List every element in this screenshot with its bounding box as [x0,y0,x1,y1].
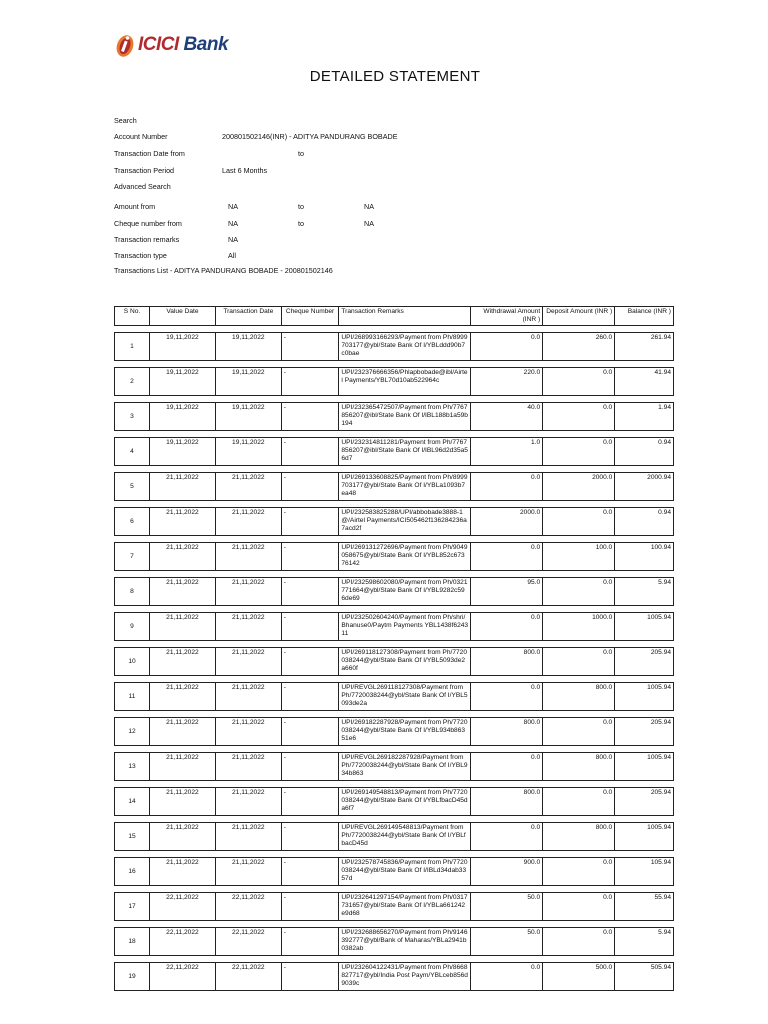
row-remarks: UPI/268993166293/Payment from Ph/8999703177@ybl/State Bank Of I/YBLddd90b7c0bae [338,332,470,361]
row-transaction-date: 21,11,2022 [215,612,281,641]
row-remarks: UPI/REVGL269182287928/Payment from Ph/7720038244@ybl/State Bank Of I/YBL934b863 [338,752,470,781]
row-deposit: 800.0 [542,682,614,711]
row-remarks: UPI/232365472507/Payment from Ph/7767856207@ibl/State Bank Of I/IBL188b1a59b194 [338,402,470,431]
row-remarks: UPI/232641297154/Payment from Ph/0317731657@ybl/State Bank Of I/YBLa661242e9d68 [338,892,470,921]
row-withdrawal: 0.0 [470,962,542,991]
row-sn: 14 [114,787,149,816]
row-withdrawal: 0.0 [470,612,542,641]
txn-type-label: Transaction type [114,251,167,260]
row-transaction-date: 21,11,2022 [215,822,281,851]
row-transaction-date: 22,11,2022 [215,962,281,991]
amount-from-label: Amount from [114,202,156,211]
row-value-date: 21,11,2022 [149,472,215,501]
row-balance: 5.94 [614,577,674,606]
row-sn: 8 [114,577,149,606]
row-transaction-date: 21,11,2022 [215,717,281,746]
row-cheque-number: - [281,332,339,361]
row-balance: 261.94 [614,332,674,361]
cheque-from-value: NA [228,219,238,228]
row-withdrawal: 800.0 [470,647,542,676]
row-balance: 1005.94 [614,822,674,851]
table-row [114,647,674,676]
table-row [114,927,674,956]
row-value-date: 21,11,2022 [149,752,215,781]
row-transaction-date: 22,11,2022 [215,927,281,956]
row-remarks: UPI/232502604240/Payment from Ph/shri/Bhanuse0/Paytm Payments YBL1438f624311 [338,612,470,641]
to-label: to [298,149,304,158]
row-deposit: 800.0 [542,752,614,781]
row-value-date: 21,11,2022 [149,542,215,571]
row-withdrawal: 50.0 [470,892,542,921]
row-transaction-date: 22,11,2022 [215,892,281,921]
row-cheque-number: - [281,577,339,606]
row-withdrawal: 220.0 [470,367,542,396]
row-cheque-number: - [281,927,339,956]
row-withdrawal: 900.0 [470,857,542,886]
row-sn: 5 [114,472,149,501]
row-cheque-number: - [281,507,339,536]
table-row [114,822,674,851]
page-title: DETAILED STATEMENT [309,68,481,85]
row-remarks: UPI/269182287928/Payment from Ph/7720038244@ybl/State Bank Of I/YBL934b86351e6 [338,717,470,746]
row-withdrawal: 0.0 [470,752,542,781]
row-withdrawal: 0.0 [470,822,542,851]
row-transaction-date: 21,11,2022 [215,857,281,886]
row-balance: 205.94 [614,717,674,746]
row-deposit: 0.0 [542,927,614,956]
row-cheque-number: - [281,717,339,746]
row-remarks: UPI/232583825288/UPI/abbobade3888-1@/Airtel Payments/ICI505462f136284236a7acd2f [338,507,470,536]
amount-from-value: NA [228,202,238,211]
icici-logo-icon [114,32,136,58]
row-transaction-date: 21,11,2022 [215,507,281,536]
table-row [114,332,674,361]
to-label: to [298,202,304,211]
row-balance: 1005.94 [614,752,674,781]
table-row [114,682,674,711]
to-label: to [298,219,304,228]
txn-period-value: Last 6 Months [222,166,268,175]
row-value-date: 21,11,2022 [149,647,215,676]
remarks-label: Transaction remarks [114,235,180,244]
row-sn: 19 [114,962,149,991]
row-value-date: 22,11,2022 [149,927,215,956]
row-withdrawal: 800.0 [470,787,542,816]
row-cheque-number: - [281,822,339,851]
row-remarks: UPI/232688656270/Payment from Ph/9146392777@ybl/Bank of Maharas/YBLa2941b0382ab [338,927,470,956]
row-withdrawal: 0.0 [470,332,542,361]
table-row [114,612,674,641]
row-deposit: 0.0 [542,892,614,921]
row-cheque-number: - [281,612,339,641]
row-balance: 2000.94 [614,472,674,501]
row-remarks: UPI/REVGL269118127308/Payment from Ph/7720038244@ybl/State Bank Of I/YBL5093de2a [338,682,470,711]
row-sn: 17 [114,892,149,921]
row-deposit: 0.0 [542,857,614,886]
table-row [114,717,674,746]
row-deposit: 1000.0 [542,612,614,641]
row-sn: 15 [114,822,149,851]
row-transaction-date: 19,11,2022 [215,402,281,431]
txn-date-from-label: Transaction Date from [114,149,185,158]
row-value-date: 19,11,2022 [149,367,215,396]
table-header-row [114,306,674,326]
transactions-list-label: Transactions List - ADITYA PANDURANG BOBADE - 200801502146 [114,266,333,275]
row-remarks: UPI/232376666356/Phlapbobade@ibl/Airtel Payments/YBL70d10ab522964c [338,367,470,396]
row-cheque-number: - [281,682,339,711]
row-value-date: 21,11,2022 [149,612,215,641]
row-cheque-number: - [281,857,339,886]
row-value-date: 21,11,2022 [149,682,215,711]
row-sn: 1 [114,332,149,361]
row-remarks: UPI/REVGL269149548813/Payment from Ph/7720038244@ybl/State Bank Of I/YBLfbacD45d [338,822,470,851]
row-withdrawal: 0.0 [470,542,542,571]
table-row [114,577,674,606]
row-deposit: 0.0 [542,717,614,746]
table-row [114,542,674,571]
row-sn: 6 [114,507,149,536]
cheque-from-label: Cheque number from [114,219,182,228]
row-value-date: 22,11,2022 [149,962,215,991]
row-cheque-number: - [281,437,339,466]
table-row [114,367,674,396]
header-remarks: Transaction Remarks [338,306,470,326]
row-balance: 1005.94 [614,682,674,711]
row-transaction-date: 19,11,2022 [215,332,281,361]
row-sn: 7 [114,542,149,571]
row-value-date: 19,11,2022 [149,402,215,431]
table-row [114,962,674,991]
header-withdrawal: Withdrawal Amount (INR ) [470,306,542,326]
row-cheque-number: - [281,892,339,921]
row-value-date: 19,11,2022 [149,332,215,361]
table-row [114,752,674,781]
row-deposit: 260.0 [542,332,614,361]
row-deposit: 0.0 [542,367,614,396]
bank-logo [114,30,228,60]
row-remarks: UPI/269149548813/Payment from Ph/7720038244@ybl/State Bank Of I/YBLfbacD45da6f7 [338,787,470,816]
row-withdrawal: 95.0 [470,577,542,606]
row-remarks: UPI/232578745836/Payment from Ph/7720038244@ybl/State Bank Of I/IBLd34dab3357d [338,857,470,886]
row-transaction-date: 19,11,2022 [215,437,281,466]
row-value-date: 22,11,2022 [149,892,215,921]
header-value-date: Value Date [149,306,215,326]
header-deposit: Deposit Amount (INR ) [542,306,614,326]
row-withdrawal: 40.0 [470,402,542,431]
row-deposit: 0.0 [542,507,614,536]
row-deposit: 0.0 [542,402,614,431]
row-balance: 1005.94 [614,612,674,641]
row-value-date: 21,11,2022 [149,822,215,851]
row-transaction-date: 21,11,2022 [215,577,281,606]
row-deposit: 800.0 [542,822,614,851]
row-withdrawal: 800.0 [470,717,542,746]
row-remarks: UPI/232598602080/Payment from Ph/0321771664@ybl/State Bank Of I/YBL9282c596de69 [338,577,470,606]
row-withdrawal: 0.0 [470,472,542,501]
row-balance: 41.94 [614,367,674,396]
row-remarks: UPI/232604122431/Payment from Ph/8668827717@ybl/India Post Paym/YBLceb856d9039c [338,962,470,991]
amount-to-value: NA [364,202,374,211]
row-value-date: 21,11,2022 [149,577,215,606]
row-deposit: 0.0 [542,437,614,466]
row-balance: 5.94 [614,927,674,956]
row-transaction-date: 21,11,2022 [215,542,281,571]
row-cheque-number: - [281,752,339,781]
remarks-value: NA [228,235,238,244]
row-sn: 9 [114,612,149,641]
row-sn: 4 [114,437,149,466]
row-transaction-date: 21,11,2022 [215,752,281,781]
txn-period-label: Transaction Period [114,166,175,175]
row-balance: 0.94 [614,437,674,466]
row-balance: 100.94 [614,542,674,571]
table-row [114,507,674,536]
row-cheque-number: - [281,472,339,501]
row-remarks: UPI/269133608825/Payment from Ph/8999703177@ybl/State Bank Of I/YBLa1093b7ea48 [338,472,470,501]
row-balance: 205.94 [614,647,674,676]
row-deposit: 0.0 [542,577,614,606]
header-transaction-date: Transaction Date [215,306,281,326]
row-deposit: 500.0 [542,962,614,991]
row-withdrawal: 1.0 [470,437,542,466]
row-value-date: 19,11,2022 [149,437,215,466]
table-row [114,857,674,886]
row-transaction-date: 21,11,2022 [215,647,281,676]
row-value-date: 21,11,2022 [149,857,215,886]
header-balance: Balance (INR ) [614,306,674,326]
row-withdrawal: 0.0 [470,682,542,711]
row-sn: 11 [114,682,149,711]
row-remarks: UPI/232314811281/Payment from Ph/7767856207@ibl/State Bank Of I/IBL96d2d35a56d7 [338,437,470,466]
bank-name: ICICI Bank [138,34,229,55]
row-cheque-number: - [281,402,339,431]
row-value-date: 21,11,2022 [149,717,215,746]
row-transaction-date: 21,11,2022 [215,682,281,711]
row-value-date: 21,11,2022 [149,507,215,536]
transactions-table [114,300,674,997]
header-sn: S No. [114,306,149,326]
txn-type-value: All [228,251,236,260]
row-sn: 2 [114,367,149,396]
header-cheque-number: Cheque Number [281,306,339,326]
row-remarks: UPI/269131272696/Payment from Ph/9049058675@ybl/State Bank Of I/YBL852c67376142 [338,542,470,571]
row-transaction-date: 19,11,2022 [215,367,281,396]
table-row [114,402,674,431]
row-sn: 16 [114,857,149,886]
table-row [114,472,674,501]
row-sn: 13 [114,752,149,781]
row-sn: 12 [114,717,149,746]
row-deposit: 0.0 [542,787,614,816]
row-balance: 505.94 [614,962,674,991]
row-cheque-number: - [281,647,339,676]
search-heading: Search [114,116,137,125]
row-transaction-date: 21,11,2022 [215,472,281,501]
row-balance: 0.94 [614,507,674,536]
row-deposit: 2000.0 [542,472,614,501]
table-row [114,787,674,816]
row-sn: 10 [114,647,149,676]
row-balance: 105.94 [614,857,674,886]
row-sn: 18 [114,927,149,956]
row-balance: 205.94 [614,787,674,816]
account-number-label: Account Number [114,132,168,141]
row-cheque-number: - [281,367,339,396]
row-deposit: 100.0 [542,542,614,571]
table-row [114,437,674,466]
advanced-search-heading: Advanced Search [114,182,171,191]
row-deposit: 0.0 [542,647,614,676]
row-cheque-number: - [281,542,339,571]
table-row [114,892,674,921]
row-value-date: 21,11,2022 [149,787,215,816]
row-balance: 55.94 [614,892,674,921]
row-balance: 1.94 [614,402,674,431]
row-transaction-date: 21,11,2022 [215,787,281,816]
account-number-value: 200801502146(INR) - ADITYA PANDURANG BOBADE [222,132,398,141]
row-cheque-number: - [281,962,339,991]
row-cheque-number: - [281,787,339,816]
row-withdrawal: 2000.0 [470,507,542,536]
row-withdrawal: 50.0 [470,927,542,956]
row-sn: 3 [114,402,149,431]
cheque-to-value: NA [364,219,374,228]
row-remarks: UPI/269118127308/Payment from Ph/7720038244@ybl/State Bank Of I/YBL5093de2a660f [338,647,470,676]
